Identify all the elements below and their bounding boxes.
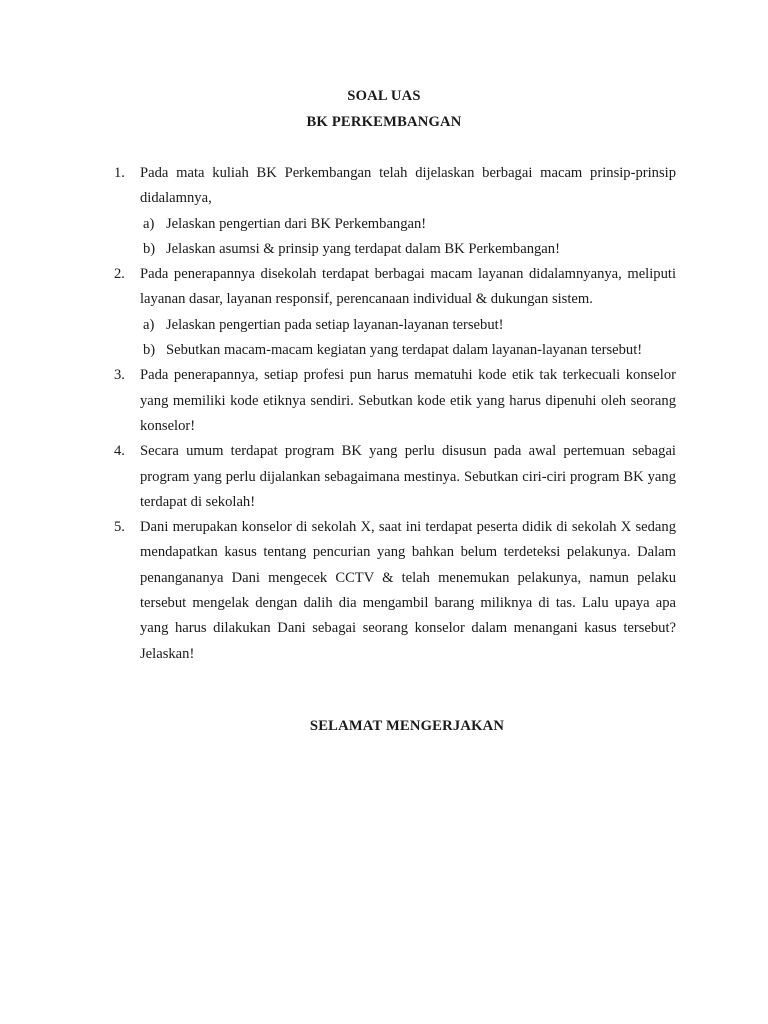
question-text: Pada penerapannya disekolah terdapat berbagai macam layanan didalamnyanya, meliputi layanan dasar, layanan responsif, perencanaan individual & dukungan sistem.	[140, 266, 676, 308]
question-number: 3.	[114, 367, 125, 384]
question-number: 5.	[114, 519, 125, 536]
sub-question-list	[140, 212, 676, 263]
sub-question-text: Sebutkan macam-macam kegiatan yang terdapat dalam layanan-layanan tersebut!	[166, 342, 643, 359]
question-text: Pada mata kuliah BK Perkembangan telah dijelaskan berbagai macam prinsip-prinsip didalamnya,	[140, 165, 676, 207]
question-text: Secara umum terdapat program BK yang perlu disusun pada awal pertemuan sebagai program yang perlu dijalankan sebagaimana mestinya. Sebutkan ciri-ciri program BK yang terdapat di sekolah!	[140, 443, 676, 510]
question-item	[114, 515, 676, 667]
sub-question-list	[140, 313, 676, 364]
sub-question-item	[140, 212, 676, 237]
question-number: 1.	[114, 165, 125, 181]
sub-question-letter: b)	[143, 240, 156, 257]
sub-question-item	[140, 237, 676, 262]
sub-question-letter: a)	[143, 316, 155, 333]
sub-question-text: Jelaskan asumsi & prinsip yang terdapat dalam BK Perkembangan!	[166, 240, 560, 257]
question-item	[114, 262, 676, 363]
sub-question-text: Jelaskan pengertian pada setiap layanan-layanan tersebut!	[166, 316, 504, 333]
document-title: SOAL UAS	[347, 88, 421, 104]
question-text: Dani merupakan konselor di sekolah X, saat ini terdapat peserta didik di sekolah X sedang mendapatkan kasus tentang pencurian yang bahkan belum terdeteksi pelakunya. Dalam penangananya Dani mengecek CCTV & telah menemukan pelakunya, namun pelaku tersebut mengelak dengan dalih dia mengambil barang miliknya di tas. Lalu upaya apa yang harus dilakukan Dani sebagai seorang konselor dalam menangani kasus tersebut? Jelaskan!	[140, 519, 676, 662]
document-subtitle: BK PERKEMBANGAN	[306, 114, 462, 130]
sub-question-item	[140, 338, 676, 363]
closing-text: SELAMAT MENGERJAKAN	[309, 718, 505, 734]
question-item	[114, 363, 676, 439]
question-text: Pada penerapannya, setiap profesi pun harus mematuhi kode etik tak terkecuali konselor yang memiliki kode etiknya sendiri. Sebutkan kode etik yang harus dipenuhi oleh seorang konselor!	[140, 367, 676, 434]
question-item	[114, 439, 676, 515]
question-list	[114, 161, 676, 667]
sub-question-letter: b)	[143, 342, 156, 359]
sub-question-item	[140, 313, 676, 338]
sub-question-letter: a)	[143, 215, 155, 232]
question-item	[114, 161, 676, 262]
question-number: 4.	[114, 443, 125, 460]
sub-question-text: Jelaskan pengertian dari BK Perkembangan!	[166, 215, 427, 232]
question-number: 2.	[114, 266, 125, 283]
